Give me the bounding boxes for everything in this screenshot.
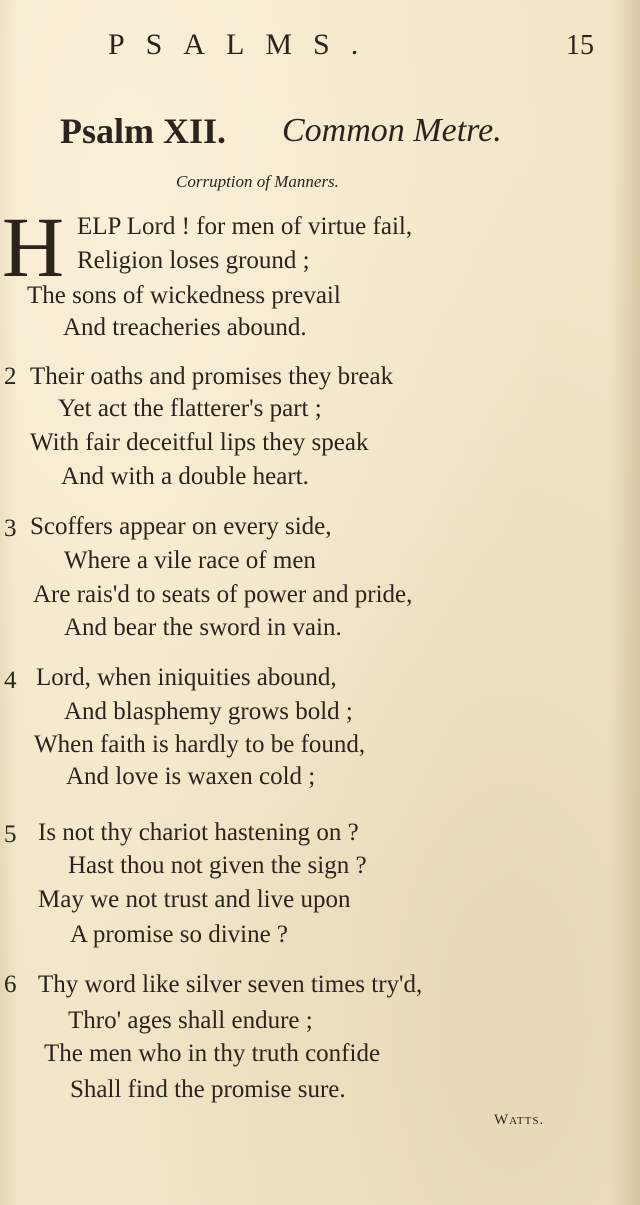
page-number: 15 xyxy=(566,30,594,61)
metre-label: Common Metre. xyxy=(282,112,502,149)
verse-line: When faith is hardly to be found, xyxy=(34,731,366,758)
verse-line: Are rais'd to seats of power and pride, xyxy=(33,581,413,608)
verse-line: Lord, when iniquities abound, xyxy=(36,664,337,691)
verse-line: Yet act the flatterer's part ; xyxy=(58,395,322,422)
verse-line: Thro' ages shall endure ; xyxy=(68,1007,313,1034)
verse-line: Hast thou not given the sign ? xyxy=(68,852,367,879)
running-head: PSALMS. xyxy=(108,28,380,61)
verse-line: And love is waxen cold ; xyxy=(66,763,316,790)
verse-line: Is not thy chariot hastening on ? xyxy=(38,819,359,846)
verse-line: Scoffers appear on every side, xyxy=(30,513,332,540)
verse-line: A promise so divine ? xyxy=(70,921,289,948)
verse-line: Religion loses ground ; xyxy=(77,247,310,274)
verse-line: The men who in thy truth confide xyxy=(44,1040,381,1067)
psalm-title xyxy=(60,110,620,156)
psalm-number: Psalm XII. xyxy=(60,111,227,151)
verse-number: 5 xyxy=(4,821,17,848)
verse-number: 6 xyxy=(4,971,17,998)
verse-line: Thy word like silver seven times try'd, xyxy=(38,971,423,998)
verse-number: 2 xyxy=(4,363,17,390)
verse-line: ELP Lord ! for men of virtue fail, xyxy=(77,213,413,240)
verse-line: The sons of wickedness prevail xyxy=(27,282,341,309)
verse-line: And blasphemy grows bold ; xyxy=(64,698,353,725)
verse-line: Shall find the promise sure. xyxy=(70,1076,346,1103)
verse-line: And with a double heart. xyxy=(61,463,309,490)
verse-number: 4 xyxy=(4,667,17,694)
page-header xyxy=(0,28,640,68)
verse-number: 3 xyxy=(4,515,17,542)
drop-cap: H xyxy=(2,199,65,295)
verse-line: Their oaths and promises they break xyxy=(30,363,394,390)
verse-line: May we not trust and live upon xyxy=(38,886,351,913)
verse-line: With fair deceitful lips they speak xyxy=(30,429,369,456)
verse-line: And bear the sword in vain. xyxy=(64,614,342,641)
psalm-subtitle: Corruption of Manners. xyxy=(176,172,339,191)
verse-line: Where a vile race of men xyxy=(64,547,316,574)
author-attribution: Watts. xyxy=(494,1112,545,1128)
verse-line: And treacheries abound. xyxy=(63,314,307,341)
